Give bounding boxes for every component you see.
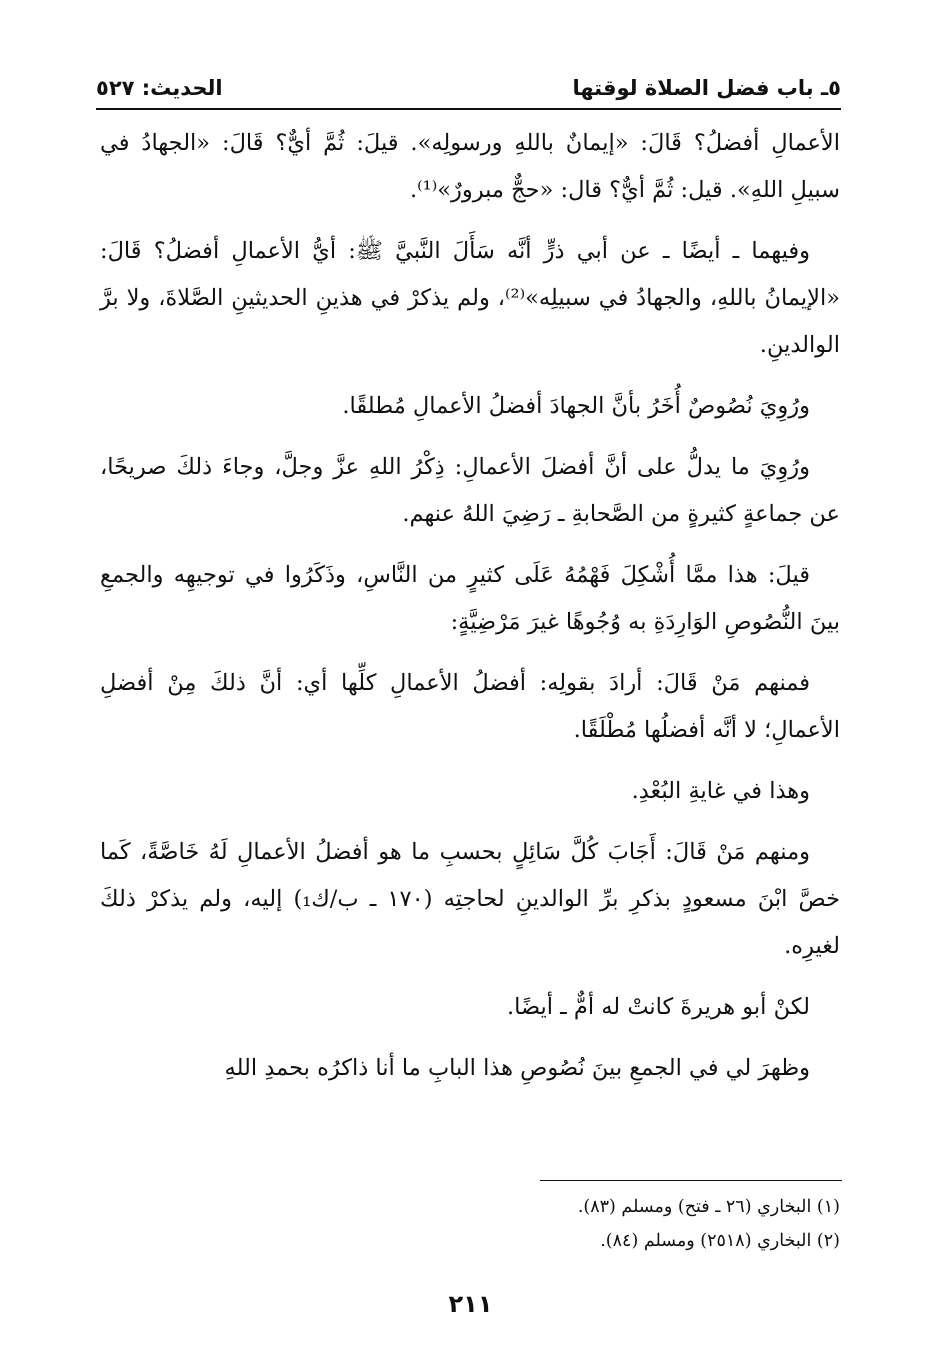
footnote-divider — [540, 1180, 842, 1181]
paragraph: فمنهم مَنْ قَالَ: أرادَ بقولِه: أفضلُ الأعمالِ كلِّها أي: أنَّ ذلكَ مِنْ أفضلِ الأعمالِ؛ لا أنَّه أفضلُها مُطْلَقًا. — [100, 670, 840, 743]
footnotes — [100, 1190, 840, 1258]
footnote: (٢) البخاري (٢٥١٨) ومسلم (٨٤). — [600, 1231, 840, 1251]
page-number: ٢١١ — [448, 1290, 493, 1318]
paragraph: قيلَ: هذا ممَّا أُشْكِلَ فَهْمُهُ عَلَى كثيرٍ من النَّاسِ، وذَكَرُوا في توجيهِه والجمعِ بينَ النُّصُوصِ الوَارِدَةِ به وُجُوهًا غيرَ مَرْضِيَّةٍ: — [100, 562, 840, 635]
paragraph: وهذا في غايةِ البُعْدِ. — [631, 778, 810, 804]
paragraph: ومنهم مَنْ قَالَ: أَجَابَ كُلَّ سَائِلٍ بحسبِ ما هو أفضلُ الأعمالِ لَهُ خَاصَّةً، كَما خصَّ ابْنَ مسعودٍ بذكرِ برِّ الوالدينِ لحاجتِه (١٧٠ ـ ب/ك₁) إليه، ولم يذكرْ ذلكَ لغيرِه. — [100, 839, 840, 959]
footnote: (١) البخاري (٢٦ ـ فتح) ومسلم (٨٣). — [577, 1197, 840, 1217]
hadith-number: الحديث: ٥٢٧ — [96, 76, 223, 100]
main-text — [100, 120, 840, 1106]
running-header — [96, 72, 841, 110]
paragraph: وظهرَ لي في الجمعِ بينَ نُصُوصِ هذا البابِ ما أنا ذاكرُه بحمدِ اللهِ — [224, 1055, 810, 1081]
paragraph: الأعمالِ أفضلُ؟ قَالَ: «إيمانٌ باللهِ ورسولِه». قيلَ: ثُمَّ أيٌّ؟ قَالَ: «الجهادُ في سبيلِ اللهِ». قيل: ثُمَّ أيٌّ؟ قال: «حجٌّ مبرورٌ»⁽¹⁾. — [100, 130, 840, 203]
paragraph: ورُوِيَ نُصُوصٌ أُخَرُ بأنَّ الجهادَ أفضلُ الأعمالِ مُطلقًا. — [342, 393, 810, 419]
paragraph: لكنْ أبو هريرةَ كانتْ له أمٌّ ـ أيضًا. — [506, 994, 810, 1020]
paragraph: ورُوِيَ ما يدلُّ على أنَّ أفضلَ الأعمالِ: ذِكْرُ اللهِ عزَّ وجلَّ، وجاءَ ذلكَ صريحًا، عن جماعةٍ كثيرةٍ من الصَّحابةِ ـ رَضِيَ اللهُ عنهم. — [100, 454, 840, 527]
chapter-title: ٥ـ باب فضل الصلاة لوقتها — [572, 76, 841, 100]
paragraph: وفيهما ـ أيضًا ـ عن أبي ذرٍّ أنَّه سَأَلَ النَّبيَّ ﷺ: أيُّ الأعمالِ أفضلُ؟ قَالَ: «الإيمانُ باللهِ، والجهادُ في سبيلِه»⁽²⁾، ولم يذكرْ في هذينِ الحديثينِ الصَّلاةَ، ولا برَّ الوالدينِ. — [100, 238, 840, 358]
